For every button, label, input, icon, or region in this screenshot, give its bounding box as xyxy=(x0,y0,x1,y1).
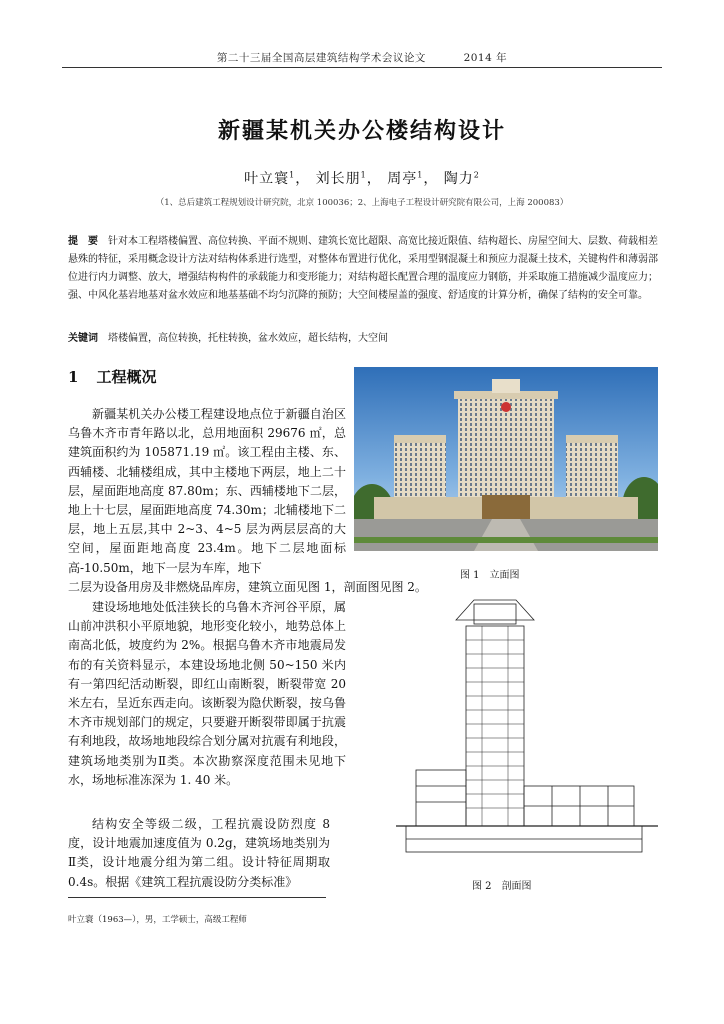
keywords xyxy=(68,330,658,348)
section-title-text: 工程概况 xyxy=(96,368,157,386)
affiliation: （1、总后建筑工程规划设计研究院，北京 100036；2、上海电子工程设计研究院有限公司，上海 200083） xyxy=(155,198,569,208)
author-name: 陶力 xyxy=(443,171,474,187)
section-heading xyxy=(68,366,156,387)
footnote-divider xyxy=(68,897,326,898)
page-header xyxy=(62,50,662,65)
author-sup: 1 xyxy=(289,170,296,180)
paragraph-continuation: 二层为设备用房及非燃烧品库房，建筑立面见图 1，剖面图见图 2。 xyxy=(68,580,427,594)
author-footnote: 叶立寰（1963—），男，工学硕士，高级工程师 xyxy=(68,915,247,925)
author-sup: 2 xyxy=(473,170,480,180)
figure2-caption: 图 2 剖面图 xyxy=(472,881,532,892)
section-number: 1 xyxy=(68,368,79,386)
section-drawing xyxy=(396,590,658,860)
elevation-photo xyxy=(354,367,658,551)
conference-year: 2014 年 xyxy=(463,52,508,64)
author-sup: 1 xyxy=(360,170,367,180)
keywords-text: 塔楼偏置，高位转换，托柱转换，盆水效应，超长结构，大空间 xyxy=(108,333,388,344)
figure1-caption: 图 1 立面图 xyxy=(460,570,520,581)
abstract xyxy=(68,233,658,305)
author-name: 叶立寰 xyxy=(244,171,290,187)
header-divider xyxy=(62,67,662,68)
author-sup: 1 xyxy=(417,170,424,180)
paragraph-project-overview: 新疆某机关办公楼工程建设地点位于新疆自治区乌鲁木齐市青年路以北，总用地面积 29676 ㎡，总建筑面积约为 105871.19 ㎡。该工程由主楼、东、西辅楼、北辅楼组成，其中主楼地下两层，地上二十层，屋面距地高度 87.80m；东、西辅楼地下二层，地上十七层，屋面距地高度 74.30m；北辅楼地下二层，地上五层,其中 2~3、4~5 层为两层层高的大空间，屋面距地高度 23.4m。地下二层地面标高-10.50m，地下一层为车库，地下 xyxy=(68,407,346,575)
author-list: 叶立寰$^1$， 刘长朋$^1$， 周亭$^1$， 陶力$^2$ xyxy=(244,170,480,187)
keywords-label: 关键词 xyxy=(68,333,98,344)
paper-title: 新疆某机关办公楼结构设计 xyxy=(217,118,506,144)
paragraph-seismic: 结构安全等级二级，工程抗震设防烈度 8 度，设计地震加速度值为 0.2g，建筑场地类别为Ⅱ类，设计地震分组为第二组。设计特征周期取 0.4s。根据《建筑工程抗震设防分类标准》 xyxy=(68,817,330,889)
abstract-label: 提 要 xyxy=(68,236,98,247)
author-name: 刘长朋 xyxy=(315,171,361,187)
paragraph-site: 建设场地地处低洼狭长的乌鲁木齐河谷平原，属山前冲洪积小平原地貌，地形变化较小，地势总体上南高北低，坡度约为 2%。根据乌鲁木齐市地震局发布的有关资料显示，本建设场地北侧 50~150 米内有一第四纪活动断裂，即红山南断裂，断裂带宽 20 米左右，呈近东西走向。该断裂为隐伏断裂，按乌鲁木齐市规划部门的规定，只要避开断裂带即属于抗震有利地段，故场地地段综合划分属对抗震有利地段，建筑场地类别为Ⅱ类。本次勘察深度范围未见地下水，场地标准冻深为 1. 40 米。 xyxy=(68,600,346,787)
conference-name: 第二十三届全国高层建筑结构学术会议论文 xyxy=(216,52,426,64)
author-name: 周亭 xyxy=(387,171,418,187)
abstract-text: 针对本工程塔楼偏置、高位转换、平面不规则、建筑长宽比超限、高宽比接近限值、结构超长、房屋空间大、层数、荷载相差悬殊的特征，采用概念设计方法对结构体系进行选型，对整体布置进行优化，采用型钢混凝土和预应力混凝土技术，关键构件和薄弱部位进行内力调整、放大，增强结构构件的承载能力和变形能力；对结构超长配置合理的温度应力钢筋，并采取施工措施减少温度应力；强、中风化基岩地基对盆水效应和地基基础不均匀沉降的预防；大空间楼屋盖的强度、舒适度的计算分析，确保了结构的安全可靠。 xyxy=(68,236,658,301)
